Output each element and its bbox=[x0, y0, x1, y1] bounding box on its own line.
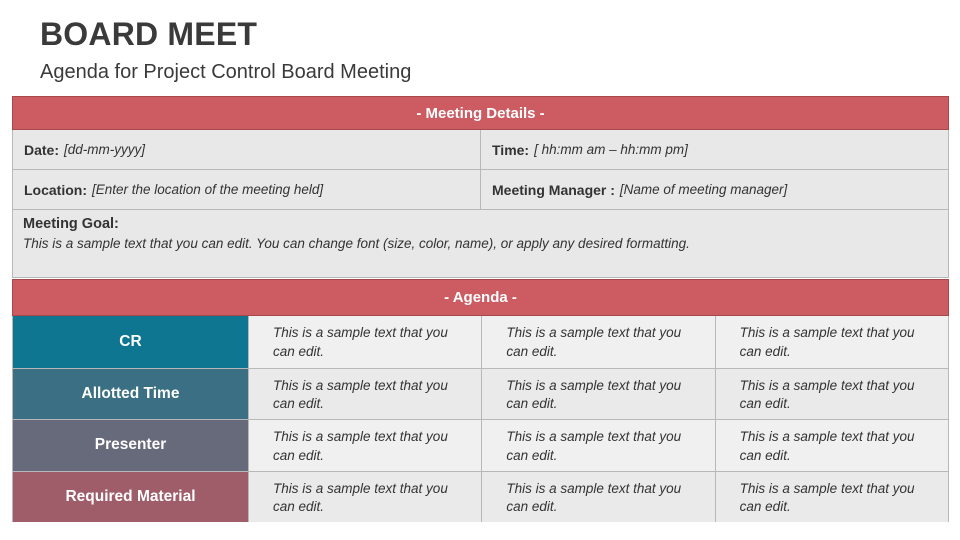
details-row-location-manager bbox=[13, 170, 948, 210]
agenda-row-allotted-time bbox=[13, 368, 948, 420]
meeting-details-panel bbox=[12, 130, 949, 278]
location-field[interactable] bbox=[13, 170, 480, 209]
agenda-cell[interactable]: This is a sample text that you can edit. bbox=[248, 472, 481, 523]
agenda-row-label: CR bbox=[13, 316, 248, 368]
details-row-date-time bbox=[13, 130, 948, 170]
date-label: Date: bbox=[24, 141, 60, 158]
goal-label: Meeting Goal: bbox=[23, 216, 119, 232]
manager-value: [Name of meeting manager] bbox=[619, 182, 788, 197]
agenda-cell[interactable]: This is a sample text that you can edit. bbox=[715, 316, 948, 368]
agenda-header: - Agenda - bbox=[12, 279, 949, 316]
agenda-cell[interactable]: This is a sample text that you can edit. bbox=[715, 420, 948, 471]
agenda-table bbox=[12, 316, 949, 522]
agenda-cell[interactable]: This is a sample text that you can edit. bbox=[481, 472, 714, 523]
agenda-cell[interactable]: This is a sample text that you can edit. bbox=[715, 472, 948, 523]
agenda-cell[interactable]: This is a sample text that you can edit. bbox=[248, 420, 481, 471]
location-label: Location: bbox=[24, 181, 87, 198]
time-label: Time: bbox=[492, 141, 530, 158]
agenda-row-label: Required Material bbox=[13, 472, 248, 523]
slide-subtitle: Agenda for Project Control Board Meeting bbox=[40, 61, 412, 83]
meeting-details-header: - Meeting Details - bbox=[12, 96, 949, 130]
manager-field[interactable] bbox=[480, 170, 948, 209]
meeting-goal[interactable] bbox=[13, 210, 948, 251]
time-field[interactable] bbox=[480, 130, 948, 169]
location-value: [Enter the location of the meeting held] bbox=[92, 182, 324, 197]
agenda-cell[interactable]: This is a sample text that you can edit. bbox=[481, 369, 714, 420]
agenda-cell[interactable]: This is a sample text that you can edit. bbox=[248, 369, 481, 420]
date-value: [dd-mm-yyyy] bbox=[64, 142, 146, 157]
agenda-cell[interactable]: This is a sample text that you can edit. bbox=[715, 369, 948, 420]
agenda-row-cr bbox=[13, 316, 948, 368]
agenda-row-label: Presenter bbox=[13, 420, 248, 471]
time-value: [ hh:mm am – hh:mm pm] bbox=[534, 142, 688, 157]
slide-title: BOARD MEET bbox=[40, 16, 258, 52]
agenda-cell[interactable]: This is a sample text that you can edit. bbox=[481, 420, 714, 471]
agenda-row-presenter bbox=[13, 419, 948, 471]
agenda-cell[interactable]: This is a sample text that you can edit. bbox=[481, 316, 714, 368]
date-field[interactable] bbox=[13, 130, 480, 169]
agenda-row-label: Allotted Time bbox=[13, 369, 248, 420]
agenda-row-required-material bbox=[13, 471, 948, 523]
agenda-cell[interactable]: This is a sample text that you can edit. bbox=[248, 316, 481, 368]
goal-text: This is a sample text that you can edit. You can change font (size, color, name), or apply any desired formatting. bbox=[23, 236, 690, 251]
manager-label: Meeting Manager : bbox=[492, 181, 615, 198]
